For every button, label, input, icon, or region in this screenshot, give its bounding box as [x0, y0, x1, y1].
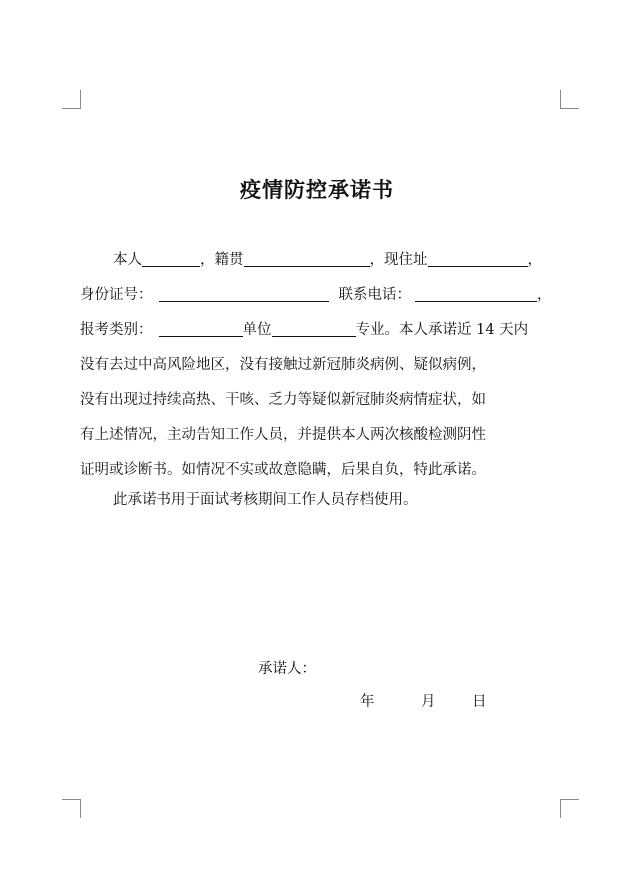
- margin-corner-top-right: [560, 90, 579, 109]
- pledge-line-3: [80, 312, 558, 348]
- month-label: 月: [421, 694, 436, 710]
- native-place-label: ，籍贯: [200, 252, 244, 268]
- margin-corner-bottom-left: [62, 799, 81, 818]
- margin-corner-top-left: [62, 90, 81, 109]
- margin-corner-bottom-right: [560, 799, 579, 818]
- pledge-line-4: 没有去过中高风险地区，没有接触过新冠肺炎病例、疑似病例，: [80, 357, 486, 373]
- major-label: 专业。: [355, 322, 399, 338]
- category-label: 报考类别：: [80, 322, 153, 338]
- address-blank[interactable]: [428, 249, 528, 267]
- pledge-line-7: 证明或诊断书。如情况不实或故意隐瞒，后果自负，特此承诺。: [80, 462, 486, 478]
- pledge-line-1: [80, 242, 558, 278]
- document-title: 疫情防控承诺书: [240, 177, 394, 202]
- pledge-text: 本人承诺近 14 天内: [399, 322, 529, 338]
- pledge-line-5: 没有出现过持续高热、干咳、乏力等疑似新冠肺炎病情症状，如: [80, 392, 486, 408]
- unit-label: 单位: [242, 322, 272, 338]
- address-label: ，现住址: [369, 252, 428, 268]
- pledge-line-6: 有上述情况，主动告知工作人员，并提供本人两次核酸检测阴性: [80, 427, 486, 443]
- phone-blank[interactable]: [415, 284, 537, 302]
- name-blank[interactable]: [142, 249, 200, 267]
- year-label: 年: [360, 694, 375, 710]
- archive-note-line: [80, 482, 558, 518]
- signer-label: 承诺人：: [258, 661, 316, 677]
- id-number-label: 身份证号：: [80, 287, 153, 303]
- unit-blank[interactable]: [272, 319, 356, 337]
- day-label: 日: [472, 694, 487, 710]
- native-place-blank[interactable]: [244, 249, 370, 267]
- id-number-blank[interactable]: [159, 284, 329, 302]
- name-label: 本人: [113, 252, 142, 268]
- pledge-line-2: [80, 277, 558, 313]
- category-blank[interactable]: [159, 319, 243, 337]
- phone-label: 联系电话：: [338, 287, 411, 303]
- line-comma: ，: [527, 252, 542, 268]
- line-comma: ，: [537, 287, 552, 303]
- archive-note: 此承诺书用于面试考核期间工作人员存档使用。: [113, 492, 418, 508]
